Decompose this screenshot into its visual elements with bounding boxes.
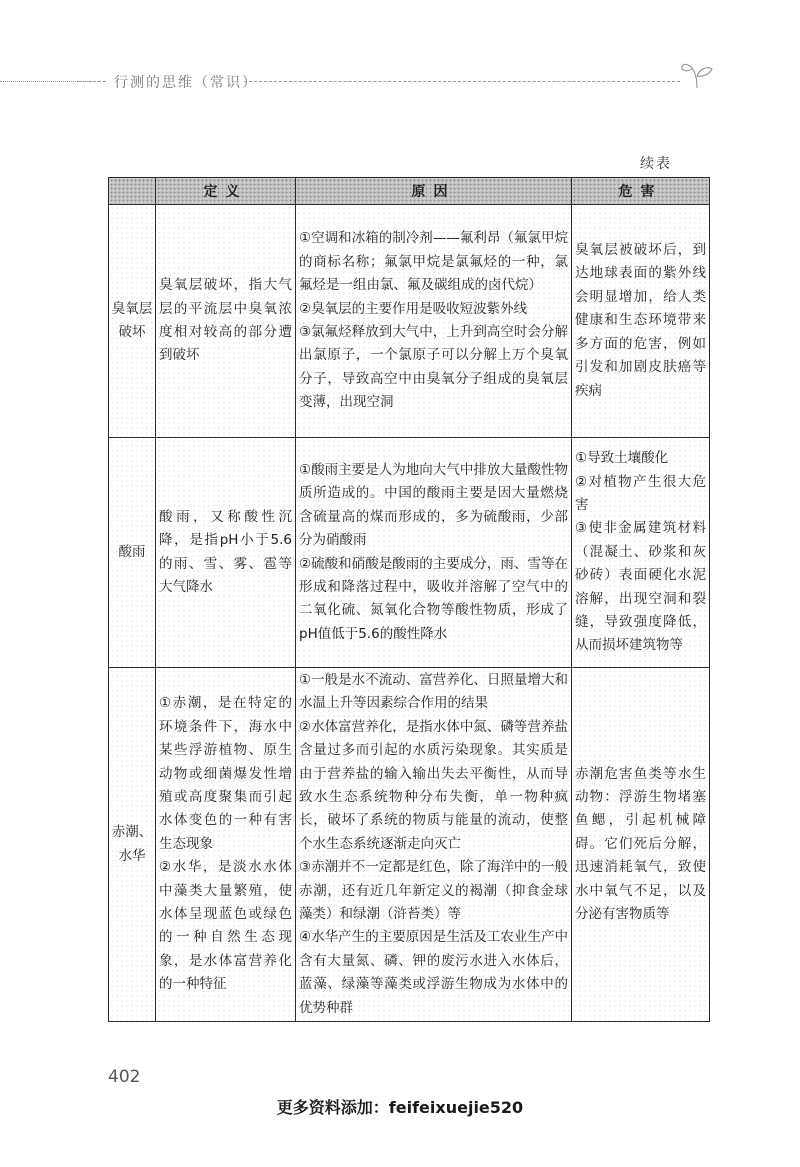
- harm-item: 赤潮危害鱼类等水生动物：浮游生物堵塞鱼鳃，引起机械障碍。它们死后分解，迅速消耗氧气，致使水中氧气不足，以及分泌有害物质等: [575, 765, 706, 923]
- cause-item: ④水华产生的主要原因是生活及工农业生产中含有大量氮、磷、钾的废污水进入水体后，蓝藻、绿藻等藻类或浮游生物成为水体中的优势种群: [299, 929, 568, 1016]
- row-name: 臭氧层破坏: [109, 205, 156, 438]
- cause-item: ②水体富营养化，是指水体中氮、磷等营养盐含量过多而引起的水质污染现象。其实质是由于营养盐的输入输出失去平衡性，从而导致水生态系统物种分布失衡，单一物种疯长，破坏了系统的物质与能量的流动，使整个水生态系统逐渐走向灭亡: [299, 718, 568, 852]
- harm-cell: [572, 438, 710, 668]
- cause-item: ③氯氟烃释放到大气中，上升到高空时会分解出氯原子，一个氯原子可以分解上万个臭氧分子，导致高空中由臭氧分子组成的臭氧层变薄，出现空洞: [299, 324, 568, 411]
- harm-item: 臭氧层被破坏后，到达地球表面的紫外线会明显增加，给人类健康和生态环境带来多方面的危害，例如引发和加剧皮肤癌等疾病: [575, 242, 706, 399]
- harm-cell: [572, 668, 710, 1022]
- cause-item: ①空调和冰箱的制冷剂——氟利昂（氟氯甲烷的商标名称；氟氯甲烷是氯氟烃的一种，氯氟烃是一组由氯、氟及碳组成的卤代烷）: [299, 230, 568, 294]
- cause-cell: [296, 668, 572, 1022]
- row-name: 酸雨: [109, 438, 156, 668]
- continued-label: 续表: [640, 156, 672, 172]
- cause-cell: [296, 205, 572, 438]
- definition-cell: [156, 668, 296, 1022]
- column-header-cause: 原因: [296, 178, 572, 205]
- definition-cell: 酸雨，又称酸性沉降，是指pH小于5.6的雨、雪、雾、雹等大气降水: [156, 438, 296, 668]
- header-dashed-rule: [78, 81, 106, 82]
- cause-cell: [296, 438, 572, 668]
- running-header-title: 行测的思维（常识）: [114, 75, 258, 91]
- page-number: 402: [108, 1067, 141, 1087]
- running-header: [0, 70, 800, 94]
- footer-note: 更多资料添加：feifeixuejie520: [276, 1098, 524, 1117]
- harm-cell: [572, 205, 710, 438]
- cause-item: ②臭氧层的主要作用是吸收短波紫外线: [299, 300, 528, 317]
- definition-item: ②水华，是淡水水体中藻类大量繁殖，使水体呈现蓝色或绿色的一种自然生态现象，是水体富营养化的一种特征: [159, 859, 292, 993]
- column-header-definition: 定义: [156, 178, 296, 205]
- definition-cell: 臭氧层破坏，指大气层的平流层中臭氧浓度相对较高的部分遭到破坏: [156, 205, 296, 438]
- environment-table: [108, 177, 709, 1022]
- cause-item: ①一般是水不流动、富营养化、日照量增大和水温上升等因素综合作用的结果: [299, 672, 568, 712]
- harm-item: ②对植物产生很大危害: [575, 473, 706, 513]
- table-row: [109, 205, 710, 438]
- harm-item: ③使非金属建筑材料（混凝土、砂浆和灰砂砖）表面硬化水泥溶解，出现空洞和裂缝，导致强度降低，从而损坏建筑物等: [575, 520, 706, 654]
- cause-item: ③赤潮并不一定都是红色，除了海洋中的一般赤潮，还有近几年新定义的褐潮（抑食金球藻类）和绿潮（浒苔类）等: [299, 859, 568, 923]
- harm-item: ①导致土壤酸化: [575, 450, 669, 467]
- sprout-icon: [680, 60, 714, 90]
- table-row: [109, 438, 710, 668]
- cause-item: ②硫酸和硝酸是酸雨的主要成分，雨、雪等在形成和降落过程中，吸收并溶解了空气中的二氧化硫、氮氧化合物等酸性物质，形成了pH值低于5.6的酸性降水: [299, 555, 568, 642]
- cause-item: ①酸雨主要是人为地向大气中排放大量酸性物质所造成的。中国的酸雨主要是因大量燃烧含硫量高的煤而形成的，多为硫酸雨，少部分为硝酸雨: [299, 461, 568, 549]
- definition-item: ①赤潮，是在特定的环境条件下，海水中某些浮游植物、原生动物或细菌爆发性增殖或高度聚集而引起水体变色的一种有害生态现象: [159, 695, 292, 852]
- row-name: 赤潮、水华: [109, 668, 156, 1022]
- column-header-harm: 危害: [572, 178, 710, 205]
- table-row: [109, 668, 710, 1022]
- header-corner: [109, 178, 156, 205]
- table-header-row: [109, 178, 710, 205]
- header-rule: [244, 81, 680, 82]
